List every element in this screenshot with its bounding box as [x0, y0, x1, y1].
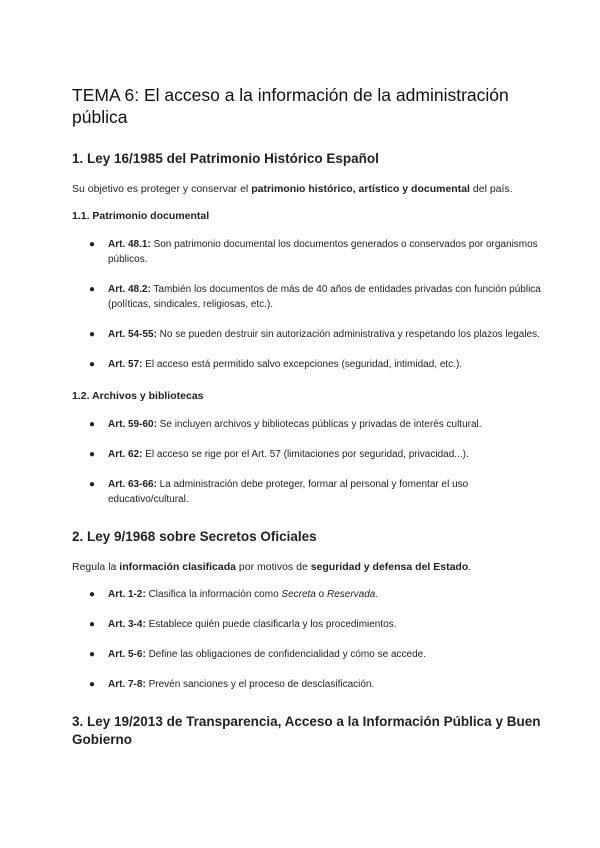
section-1-intro: Su objetivo es proteger y conservar el patrimonio histórico, artístico y documental del país.: [72, 183, 513, 195]
list-item: ● Art. 7-8: Prevén sanciones y el proceso de desclasificación.: [89, 679, 375, 690]
bullet-icon: ●: [89, 449, 96, 460]
subsection-1-2-list: [72, 417, 542, 507]
document-page: [72, 84, 542, 763]
section-2-heading: 2. Ley 9/1968 sobre Secretos Oficiales: [72, 529, 317, 544]
list-item: ● Art. 3-4: Establece quién puede clasificarla y los procedimientos.: [89, 619, 397, 630]
document-title: TEMA 6: El acceso a la información de la administración pública: [72, 85, 509, 127]
subsection-1-1-list: [72, 237, 542, 372]
list-item: ● Art. 54-55: No se pueden destruir sin autorización administrativa y respetando los plazos legales.: [89, 329, 540, 340]
section-2-list: [72, 587, 542, 692]
list-item: ● Art. 48.2: También los documentos de más de 40 años de entidades privadas con función pública (políticas, sindicales, religiosas, etc.).: [89, 284, 541, 310]
bullet-icon: ●: [89, 329, 96, 340]
bullet-icon: ●: [89, 239, 96, 250]
list-item: ● Art. 63-66: La administración debe proteger, formar al personal y fomentar el uso educativo/cultural.: [89, 479, 469, 505]
bullet-icon: ●: [89, 359, 96, 370]
list-item: ● Art. 57: El acceso está permitido salvo excepciones (seguridad, intimidad, etc.).: [89, 359, 463, 370]
subsection-1-2-heading: 1.2. Archivos y bibliotecas: [72, 390, 204, 402]
section-2-intro: Regula la información clasificada por motivos de seguridad y defensa del Estado.: [72, 561, 472, 573]
bullet-icon: ●: [89, 679, 96, 690]
bullet-icon: ●: [89, 479, 96, 490]
list-item: ● Art. 59-60: Se incluyen archivos y bibliotecas públicas y privadas de interés cultural.: [89, 419, 482, 430]
bullet-icon: ●: [89, 649, 96, 660]
list-item: ● Art. 62: El acceso se rige por el Art. 57 (limitaciones por seguridad, privacidad...).: [89, 449, 469, 460]
list-item: ● Art. 48.1: Son patrimonio documental los documentos generados o conservados por organismos públicos.: [89, 239, 538, 265]
bullet-icon: ●: [89, 419, 96, 430]
subsection-1-1-heading: 1.1. Patrimonio documental: [72, 210, 210, 222]
list-item: ● Art. 5-6: Define las obligaciones de confidencialidad y cómo se accede.: [89, 649, 426, 660]
section-3-heading: 3. Ley 19/2013 de Transparencia, Acceso a la Información Pública y Buen Gobierno: [72, 714, 541, 747]
bullet-icon: ●: [89, 284, 96, 295]
section-1-heading: 1. Ley 16/1985 del Patrimonio Histórico Español: [72, 151, 379, 166]
bullet-icon: ●: [89, 589, 96, 600]
bullet-icon: ●: [89, 619, 96, 630]
list-item: ● Art. 1-2: Clasifica la información como Secreta o Reservada.: [89, 589, 379, 600]
